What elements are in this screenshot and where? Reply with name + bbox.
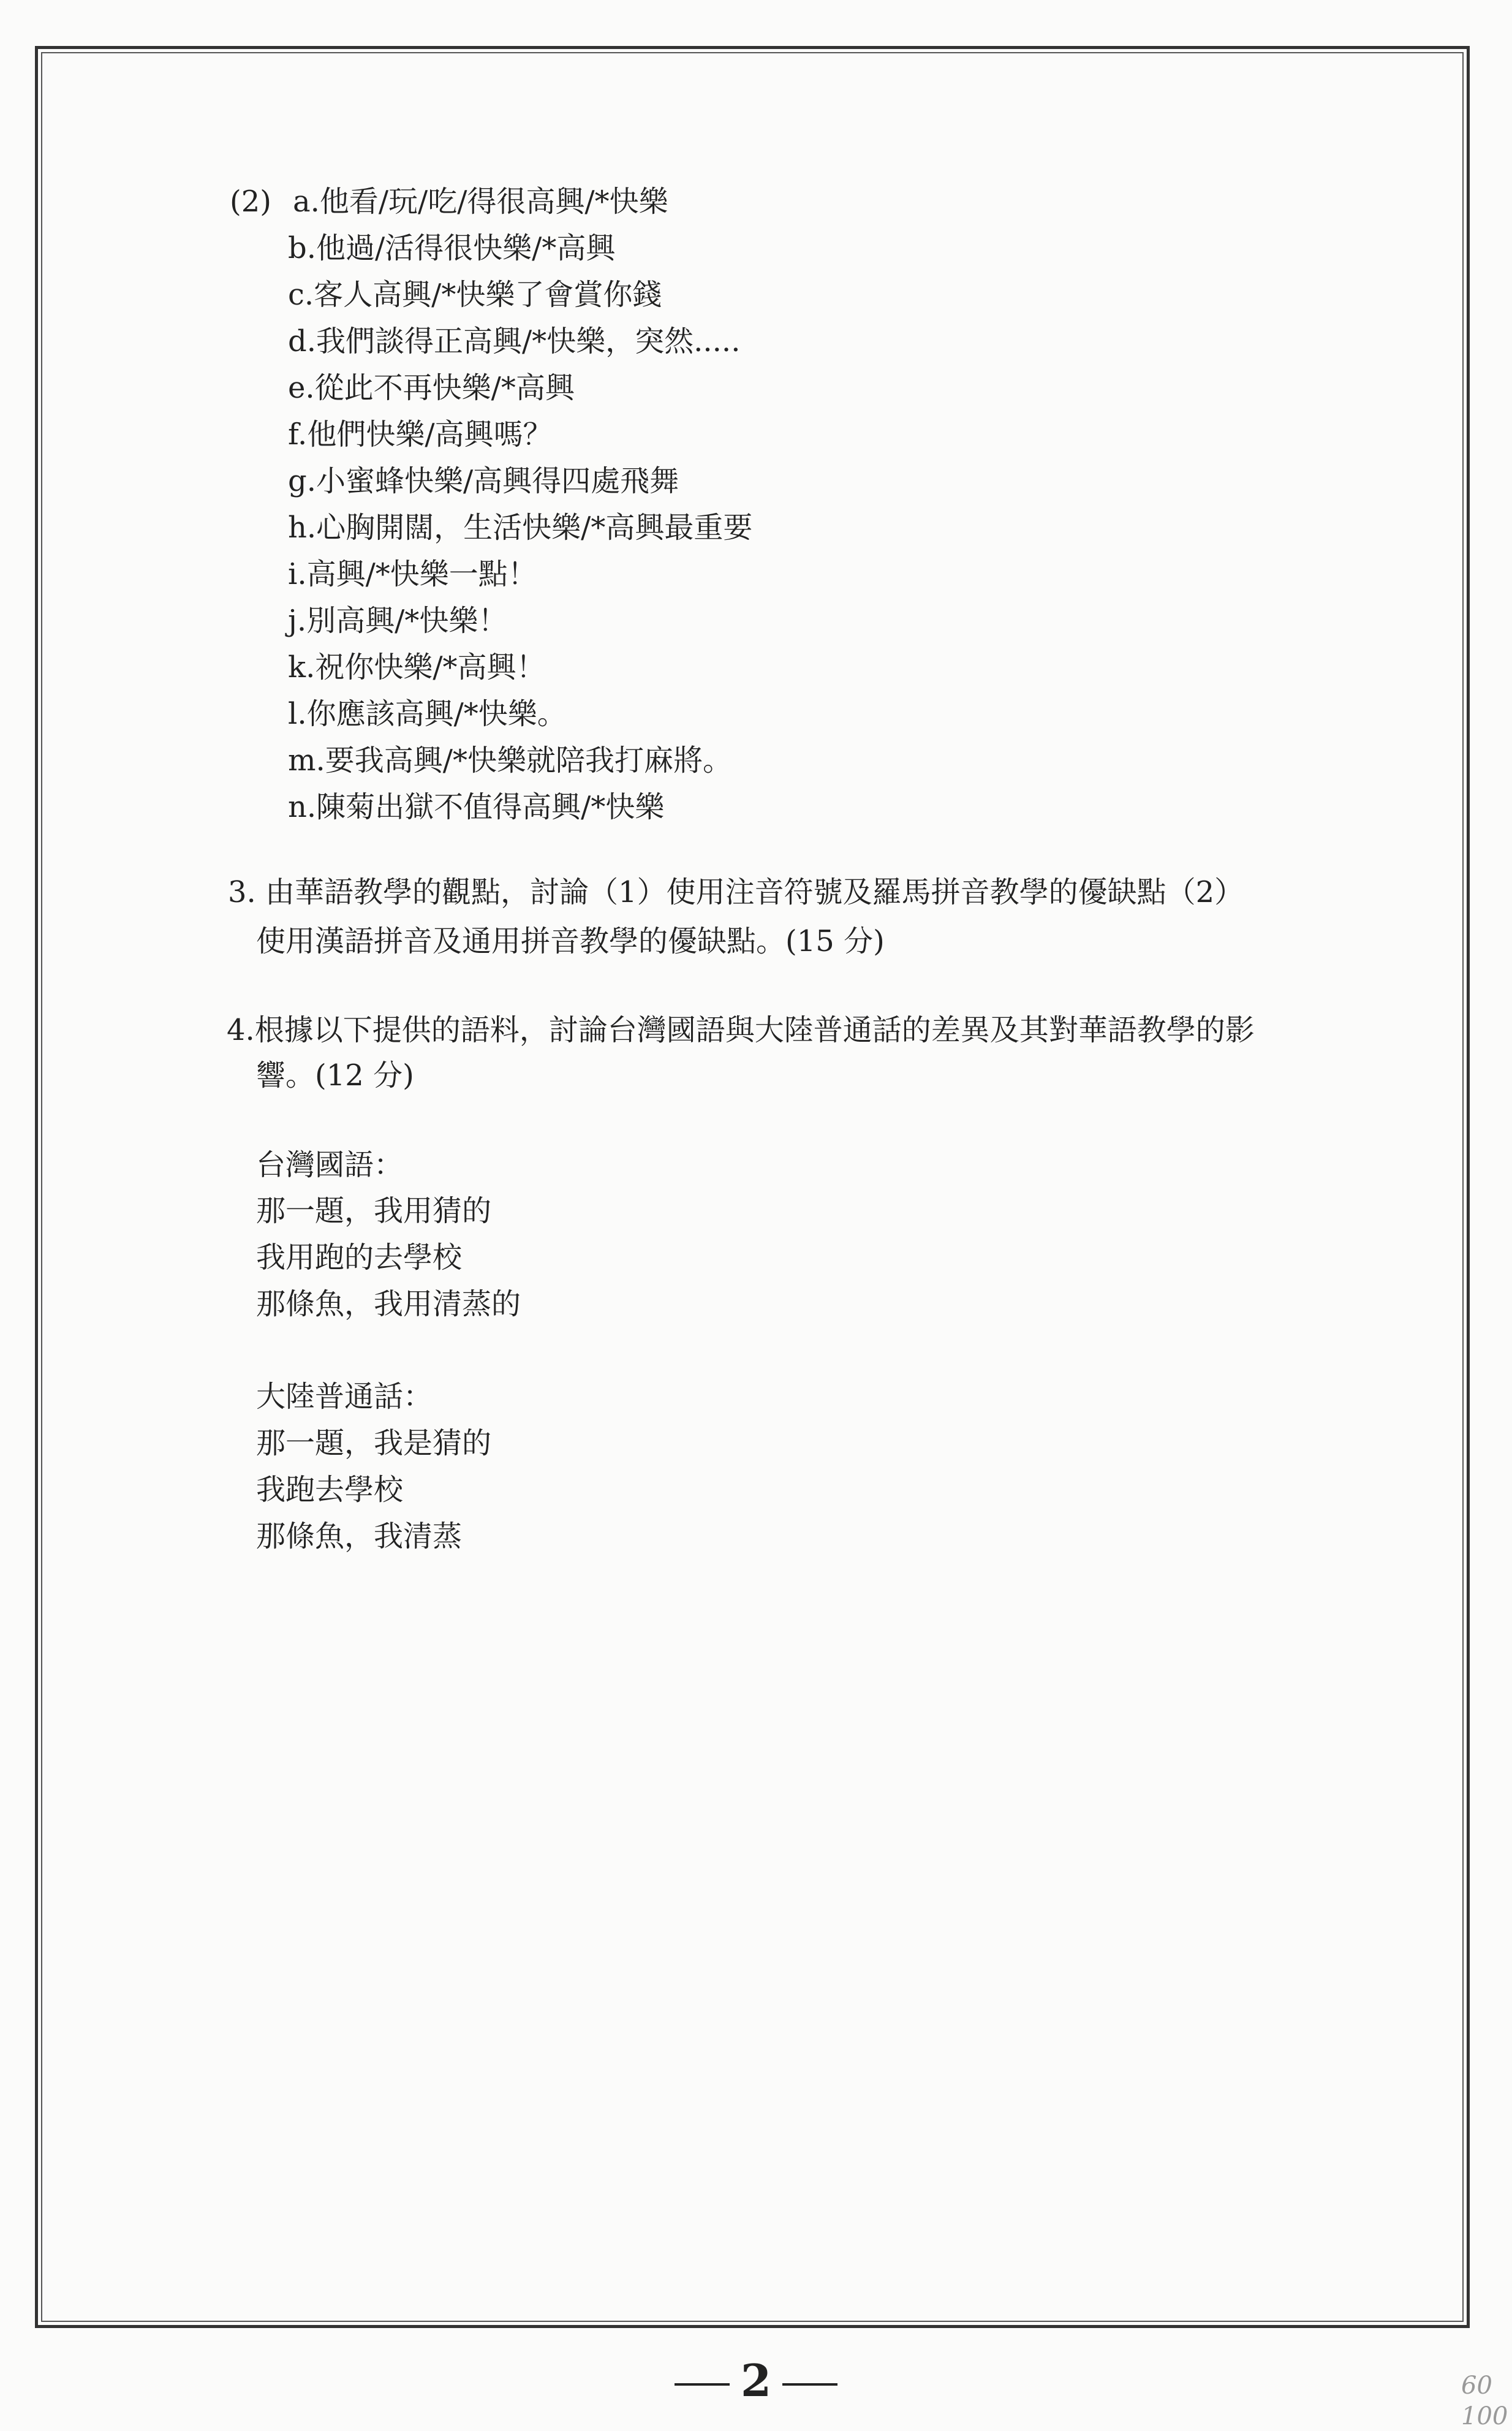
question-3-line-1: 3. 由華語教學的觀點，討論（1）使用注音符號及羅馬拼音教學的優缺點（2） (228, 875, 1244, 909)
taiwan-line-2: 我用跑的去學校 (256, 1240, 463, 1275)
example-line: c.客人高興/*快樂了會賞你錢 (288, 278, 662, 312)
example-line: k.祝你快樂/*高興！ (288, 650, 546, 685)
example-line: f.他們快樂/高興嗎？ (288, 417, 553, 452)
taiwan-heading: 台灣國語： (256, 1148, 404, 1182)
margin-scribble-2: 100 (1461, 2402, 1508, 2430)
question-4-line-2: 響。(12 分) (256, 1058, 414, 1093)
example-line: h.心胸開闊，生活快樂/*高興最重要 (288, 510, 753, 545)
mainland-line-3: 那條魚，我清蒸 (256, 1519, 463, 1553)
taiwan-line-3: 那條魚，我用清蒸的 (256, 1287, 521, 1321)
question-3-line-2: 使用漢語拼音及通用拼音教學的優缺點。(15 分) (256, 924, 885, 958)
page-border-inner (41, 52, 1464, 2322)
question-2-number: (2) (230, 184, 271, 219)
example-line: l.你應該高興/*快樂。 (288, 697, 567, 731)
example-line: b.他過/活得很快樂/*高興 (288, 231, 616, 265)
example-line: m.要我高興/*快樂就陪我打麻將。 (288, 743, 732, 778)
example-line: i.高興/*快樂一點！ (288, 557, 537, 591)
example-line: g.小蜜蜂快樂/高興得四處飛舞 (288, 464, 679, 498)
page-number: 2 (0, 2353, 1512, 2408)
example-line: e.從此不再快樂/*高興 (288, 371, 575, 405)
question-4-line-1: 4.根據以下提供的語料，討論台灣國語與大陸普通話的差異及其對華語教學的影 (227, 1013, 1255, 1047)
taiwan-line-1: 那一題，我用猜的 (256, 1194, 492, 1228)
mainland-heading: 大陸普通話： (256, 1379, 433, 1414)
mainland-line-1: 那一題，我是猜的 (256, 1426, 492, 1460)
example-line: d.我們談得正高興/*快樂，突然..... (288, 324, 741, 358)
mainland-line-2: 我跑去學校 (256, 1473, 404, 1507)
margin-scribble-1: 60 (1461, 2372, 1492, 2400)
example-line: a.他看/玩/吃/得很高興/*快樂 (293, 184, 668, 219)
example-line: n.陳菊出獄不值得高興/*快樂 (288, 790, 665, 824)
example-line: j.別高興/*快樂！ (288, 604, 508, 638)
